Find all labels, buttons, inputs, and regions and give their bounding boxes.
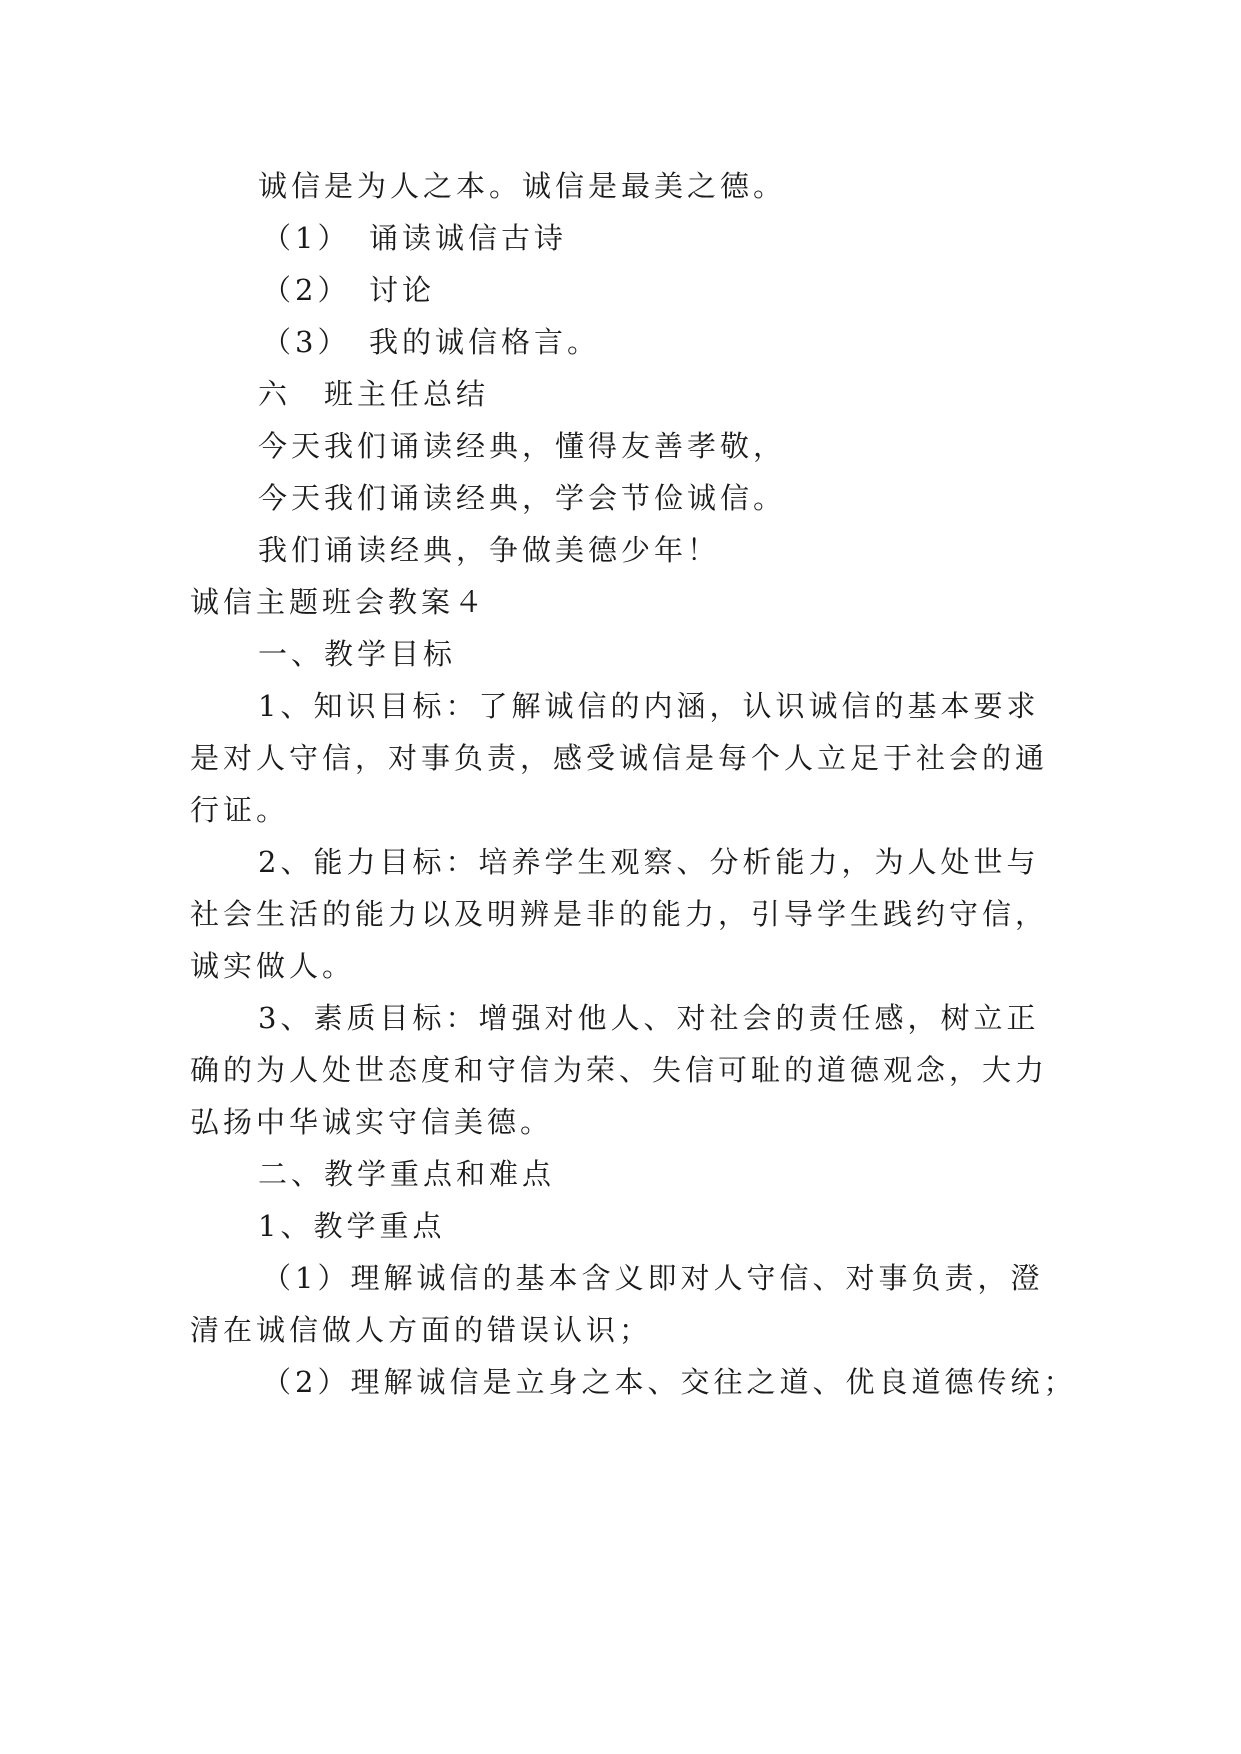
- paragraph-line: 诚实做人。: [190, 949, 356, 983]
- paragraph-line: 2、能力目标：培养学生观察、分析能力，为人处世与: [258, 845, 1040, 879]
- paragraph-line: 社会生活的能力以及明辨是非的能力，引导学生践约守信，: [190, 897, 1049, 931]
- sub-heading: 1、教学重点: [258, 1209, 446, 1243]
- section-heading: 二、教学重点和难点: [258, 1157, 556, 1191]
- paragraph-line: 我们诵读经典，争做美德少年！: [258, 533, 721, 567]
- paragraph-line: （2）理解诚信是立身之本、交往之道、优良道德传统；: [262, 1365, 1077, 1399]
- paragraph-line: 清在诚信做人方面的错误认识；: [190, 1313, 653, 1347]
- paragraph-line: 弘扬中华诚实守信美德。: [190, 1105, 554, 1139]
- list-item: （3） 我的诚信格言。: [262, 325, 600, 359]
- paragraph-line: 确的为人处世态度和守信为荣、失信可耻的道德观念，大力: [190, 1053, 1049, 1087]
- section-heading: 六 班主任总结: [258, 377, 490, 411]
- paragraph-line: 今天我们诵读经典，学会节俭诚信。: [258, 481, 787, 515]
- paragraph-line: 3、素质目标：增强对他人、对社会的责任感，树立正: [258, 1001, 1040, 1035]
- list-item: （2） 讨论: [262, 273, 435, 307]
- paragraph-line: 是对人守信，对事负责，感受诚信是每个人立足于社会的通: [190, 741, 1049, 775]
- document-title: 诚信主题班会教案４: [190, 585, 488, 619]
- paragraph-line: （1）理解诚信的基本含义即对人守信、对事负责，澄: [262, 1261, 1044, 1295]
- paragraph-line: 今天我们诵读经典，懂得友善孝敬，: [258, 429, 787, 463]
- paragraph-line: 诚信是为人之本。诚信是最美之德。: [258, 169, 787, 203]
- list-item: （1） 诵读诚信古诗: [262, 221, 567, 255]
- paragraph-line: 行证。: [190, 793, 290, 827]
- section-heading: 一、教学目标: [258, 637, 457, 671]
- paragraph-line: 1、知识目标：了解诚信的内涵，认识诚信的基本要求: [258, 689, 1040, 723]
